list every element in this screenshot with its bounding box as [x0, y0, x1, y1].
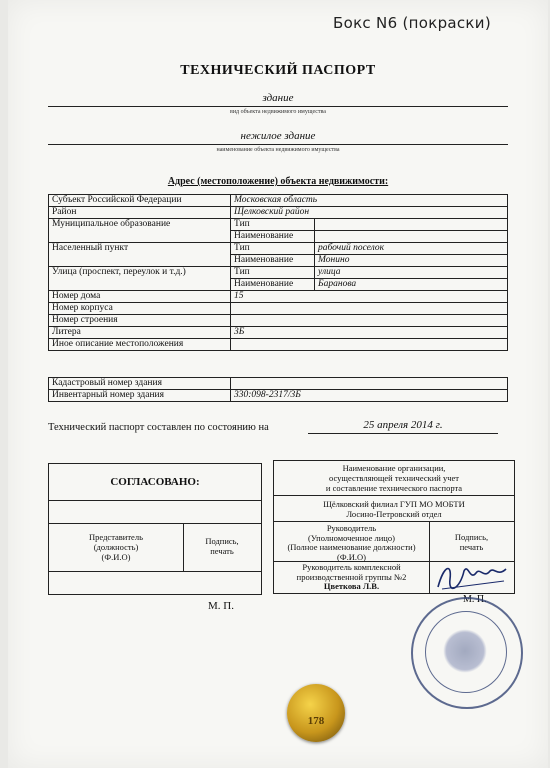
street-name-label: Наименование — [231, 279, 315, 291]
label-litera: Литера — [49, 327, 231, 339]
signature-image — [434, 559, 512, 593]
label-other: Иное описание местоположения — [49, 339, 231, 351]
org-name-line: Лосино-Петровский отдел — [346, 509, 442, 519]
value-structure — [231, 315, 508, 327]
compiled-date: 25 апреля 2014 г. — [308, 419, 498, 434]
org-header-line: осуществляющей технический учет — [329, 473, 459, 483]
compiled-label: Технический паспорт составлен по состоянию на — [48, 422, 269, 433]
table-row — [49, 303, 508, 315]
seal-number: 178 — [307, 715, 325, 727]
table-row — [49, 219, 508, 231]
table-row — [49, 195, 508, 207]
sign-caption-left — [183, 536, 261, 556]
object-name-caption: наименование объекта недвижимого имущества — [216, 147, 340, 153]
sign-line: печать — [459, 542, 484, 552]
street-type-value: улица — [315, 267, 508, 279]
divider — [49, 500, 261, 501]
document-sheet — [8, 0, 548, 768]
head-caption — [274, 524, 429, 562]
numbers-table — [48, 377, 508, 402]
stamp-core — [443, 629, 487, 673]
handwritten-note: Бокс N6 (покраски) — [333, 14, 491, 32]
rep-line: (Ф.И.О) — [101, 552, 131, 562]
mp-right: М. П. — [463, 594, 487, 605]
table-row — [49, 327, 508, 339]
divider — [49, 523, 261, 524]
table-row — [49, 207, 508, 219]
settlement-type-value: рабочий поселок — [315, 243, 508, 255]
rep-line: Представитель — [89, 532, 143, 542]
round-stamp-image — [411, 597, 523, 709]
sign-caption-right — [429, 532, 514, 552]
value-inventory: 330:098-2317/3Б — [231, 390, 508, 402]
sign-line: печать — [210, 546, 234, 556]
table-row — [49, 390, 508, 402]
municipal-type-label: Тип — [231, 219, 315, 231]
settlement-name-value: Монино — [315, 255, 508, 267]
representative-caption — [49, 532, 183, 562]
label-structure: Номер строения — [49, 315, 231, 327]
object-name-value: нежилое здание — [48, 130, 508, 145]
object-type-value: здание — [48, 92, 508, 107]
municipal-type-value — [315, 219, 508, 231]
group-line: Цветкова Л.В. — [323, 581, 380, 591]
object-type-caption: вид объекта недвижимого имущества — [230, 109, 326, 115]
org-name — [274, 499, 514, 519]
group-line: Руководитель комплексной — [302, 562, 401, 572]
sign-line: Подпись, — [205, 536, 239, 546]
agreed-title: СОГЛАСОВАНО: — [110, 476, 200, 488]
group-line: производственной группы №2 — [296, 571, 407, 582]
head-line: Руководитель — [326, 523, 377, 533]
head-line: (Полное наименование должности) — [287, 542, 416, 552]
org-header — [274, 463, 514, 493]
municipal-name-value — [315, 231, 508, 243]
settlement-name-label: Наименование — [231, 255, 315, 267]
label-settlement: Населенный пункт — [49, 243, 231, 267]
label-district: Район — [49, 207, 231, 219]
address-title: Адрес (местоположение) объекта недвижимости: — [167, 176, 389, 187]
sign-line: Подпись, — [454, 532, 489, 542]
label-inventory: Инвентарный номер здания — [49, 390, 231, 402]
organization-box — [273, 460, 515, 594]
table-row — [49, 315, 508, 327]
label-building: Номер корпуса — [49, 303, 231, 315]
table-row — [49, 378, 508, 390]
doc-title: ТЕХНИЧЕСКИЙ ПАСПОРТ — [180, 63, 376, 78]
agreement-box — [48, 463, 262, 595]
rep-line: (должность) — [93, 542, 139, 552]
table-row — [49, 339, 508, 351]
mp-left: М. П. — [208, 600, 234, 612]
value-litera: 3Б — [231, 327, 508, 339]
divider — [274, 521, 514, 522]
address-table — [48, 194, 508, 351]
gold-seal-image — [287, 684, 345, 742]
divider — [49, 571, 261, 572]
label-cadastral: Кадастровый номер здания — [49, 378, 231, 390]
value-district: Щелковский район — [231, 207, 508, 219]
value-house: 15 — [231, 291, 508, 303]
divider — [274, 495, 514, 496]
value-cadastral — [231, 378, 508, 390]
head-line: (Ф.И.О) — [337, 551, 366, 562]
org-name-line: Щёлковский филиал ГУП МО МОБТИ — [323, 499, 465, 509]
municipal-name-label: Наименование — [231, 231, 315, 243]
label-street: Улица (проспект, переулок и т.д.) — [49, 267, 231, 291]
org-header-line: Наименование организации, — [342, 463, 446, 473]
table-row — [49, 267, 508, 279]
org-header-line: и составление технического паспорта — [325, 483, 463, 493]
label-house: Номер дома — [49, 291, 231, 303]
street-name-value: Баранова — [315, 279, 508, 291]
table-row — [49, 291, 508, 303]
value-building — [231, 303, 508, 315]
head-line: (Уполномоченное лицо) — [308, 532, 395, 543]
value-other — [231, 339, 508, 351]
label-subject: Субъект Российской Федерации — [49, 195, 231, 207]
group-caption — [274, 563, 429, 592]
street-type-label: Тип — [231, 267, 315, 279]
label-municipal: Муниципальное образование — [49, 219, 231, 243]
settlement-type-label: Тип — [231, 243, 315, 255]
table-row — [49, 243, 508, 255]
value-subject: Московская область — [231, 195, 508, 207]
